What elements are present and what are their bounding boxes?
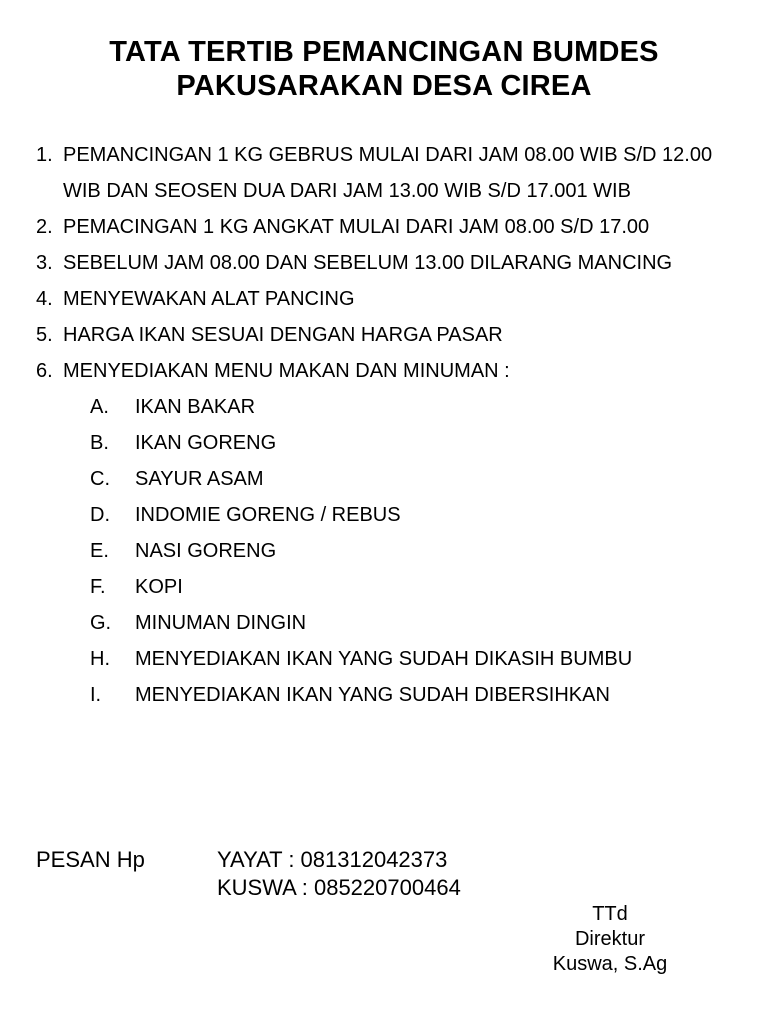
- menu-text: IKAN GORENG: [135, 432, 277, 454]
- menu-letter: B.: [90, 432, 109, 454]
- rule-text: MENYEDIAKAN MENU MAKAN DAN MINUMAN :: [63, 360, 510, 382]
- menu-item-f: [63, 569, 732, 605]
- rule-number: 6.: [36, 360, 53, 382]
- rule-text: PEMACINGAN 1 KG ANGKAT MULAI DARI JAM 08.00 S/D 17.00: [63, 216, 650, 238]
- signature-ttd: TTd: [592, 903, 628, 925]
- rule-item-1: [36, 137, 732, 209]
- menu-item-i: [63, 677, 732, 713]
- rule-item-6: [36, 353, 732, 713]
- rule-item-5: [36, 317, 732, 353]
- contact-numbers: [217, 846, 461, 902]
- menu-letter: F.: [90, 576, 106, 598]
- signature-name: Kuswa, S.Ag: [552, 953, 668, 975]
- menu-text: MINUMAN DINGIN: [135, 612, 307, 634]
- menu-text: NASI GORENG: [135, 540, 277, 562]
- menu-item-d: [63, 497, 732, 533]
- menu-item-g: [63, 605, 732, 641]
- rule-item-2: [36, 209, 732, 245]
- menu-item-a: [63, 389, 732, 425]
- menu-letter: H.: [90, 648, 110, 670]
- contact-label: PESAN Hp: [36, 847, 145, 872]
- rule-number: 3.: [36, 252, 53, 274]
- rule-number: 5.: [36, 324, 53, 346]
- menu-text: MENYEDIAKAN IKAN YANG SUDAH DIKASIH BUMBU: [135, 648, 633, 670]
- rule-number: 2.: [36, 216, 53, 238]
- menu-letter: D.: [90, 504, 110, 526]
- rule-number: 4.: [36, 288, 53, 310]
- menu-item-c: [63, 461, 732, 497]
- contact-line-kuswa: KUSWA : 085220700464: [217, 875, 461, 900]
- rules-list: [36, 137, 732, 713]
- menu-letter: G.: [90, 612, 112, 634]
- signature-block: [520, 902, 700, 977]
- rule-text: PEMANCINGAN 1 KG GEBRUS MULAI DARI JAM 08.00 WIB S/D 12.00 WIB DAN SEOSEN DUA DARI JAM 13.00 WIB S/D 17.001 WIB: [63, 144, 713, 202]
- menu-item-b: [63, 425, 732, 461]
- rule-text: HARGA IKAN SESUAI DENGAN HARGA PASAR: [63, 324, 503, 346]
- document-title-line-2: PAKUSARAKAN DESA CIREA: [176, 70, 592, 102]
- contact-line-yayat: YAYAT : 081312042373: [217, 847, 448, 872]
- menu-text: SAYUR ASAM: [135, 468, 264, 490]
- menu-text: KOPI: [135, 576, 183, 598]
- rule-item-4: [36, 281, 732, 317]
- menu-item-h: [63, 641, 732, 677]
- menu-list: [63, 389, 732, 713]
- signature-role: Direktur: [574, 928, 645, 950]
- menu-item-e: [63, 533, 732, 569]
- menu-letter: A.: [90, 396, 109, 418]
- menu-letter: E.: [90, 540, 109, 562]
- rule-text: MENYEWAKAN ALAT PANCING: [63, 288, 355, 310]
- menu-text: MENYEDIAKAN IKAN YANG SUDAH DIBERSIHKAN: [135, 684, 610, 706]
- menu-text: INDOMIE GORENG / REBUS: [135, 504, 401, 526]
- document-title-line-1: TATA TERTIB PEMANCINGAN BUMDES: [109, 36, 659, 68]
- rule-item-3: [36, 245, 732, 281]
- rule-text: SEBELUM JAM 08.00 DAN SEBELUM 13.00 DILARANG MANCING: [63, 252, 673, 274]
- menu-letter: C.: [90, 468, 110, 490]
- menu-letter: I.: [90, 684, 102, 706]
- rule-number: 1.: [36, 144, 53, 166]
- menu-text: IKAN BAKAR: [135, 396, 256, 418]
